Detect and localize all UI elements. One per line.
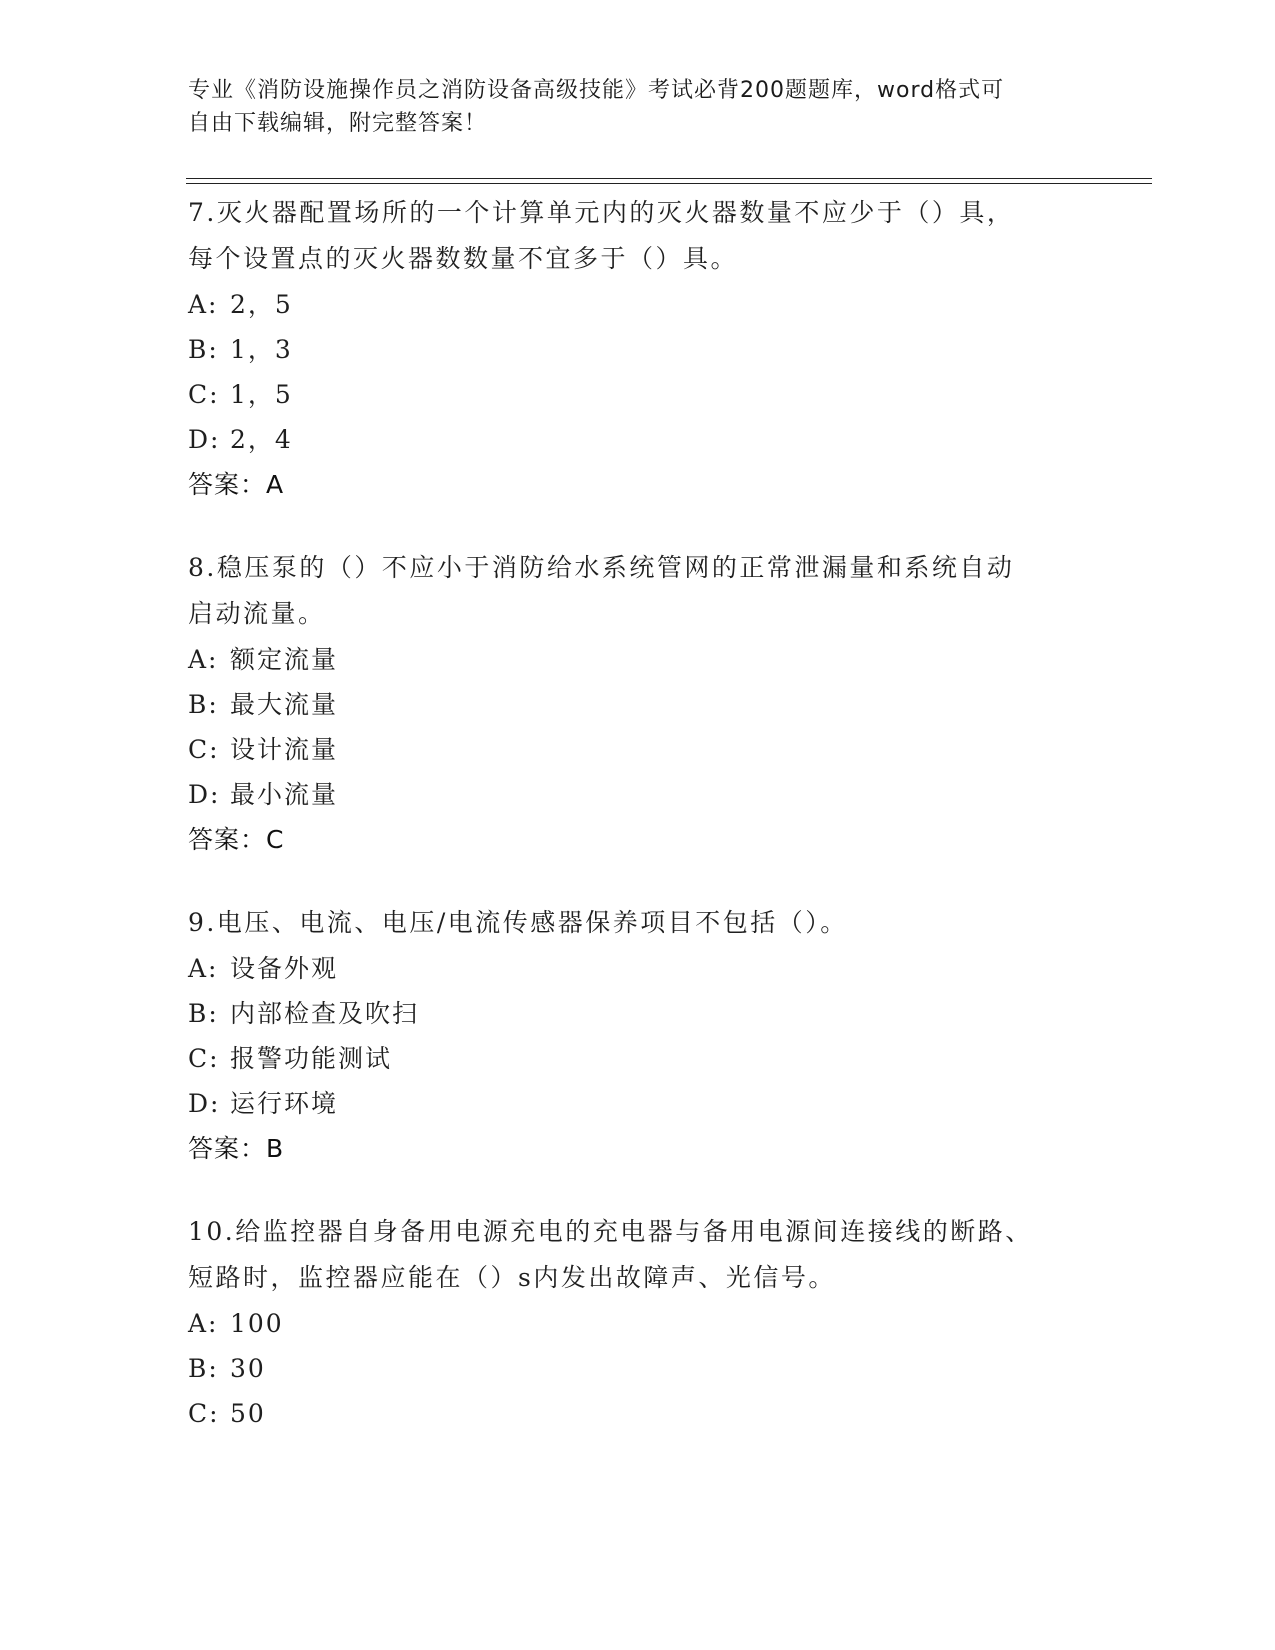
option-c — [188, 727, 1068, 772]
option-key: C: — [188, 1044, 220, 1073]
option-value: 额定流量 — [230, 645, 339, 674]
question-text: 9.电压、电流、电压/电流传感器保养项目不包括（）。 — [188, 908, 848, 937]
option-key: C: — [188, 380, 220, 409]
answer-text: 答案：A — [188, 470, 285, 499]
option-d — [188, 1081, 1068, 1126]
option-key: B: — [188, 1354, 219, 1383]
option-value: 1，5 — [230, 380, 293, 409]
option-value: 设计流量 — [230, 735, 339, 764]
question-text-continued: 启动流量。 — [188, 599, 326, 628]
option-d — [188, 417, 1068, 462]
question-list — [188, 190, 1068, 1474]
option-value: 100 — [230, 1309, 284, 1338]
document-header — [188, 74, 1068, 140]
option-d — [188, 772, 1068, 817]
header-divider — [186, 178, 1152, 179]
question-text: 10.给监控器自身备用电源充电的充电器与备用电源间连接线的断路、 — [188, 1217, 1033, 1246]
option-c — [188, 1391, 1068, 1436]
option-b — [188, 991, 1068, 1036]
option-key: B: — [188, 690, 219, 719]
option-key: A: — [188, 1309, 219, 1338]
option-key: B: — [188, 335, 219, 364]
option-a — [188, 282, 1068, 327]
option-key: C: — [188, 735, 220, 764]
option-a — [188, 946, 1068, 991]
option-key: A: — [188, 290, 219, 319]
option-key: A: — [188, 954, 219, 983]
question-text-continued: 短路时，监控器应能在（）s内发出故障声、光信号。 — [188, 1263, 836, 1292]
option-a — [188, 1301, 1068, 1346]
question-8 — [188, 545, 1068, 862]
option-value: 2，5 — [230, 290, 293, 319]
option-key: D: — [188, 780, 221, 809]
answer-text: 答案：C — [188, 825, 285, 854]
header-line-2: 自由下载编辑，附完整答案！ — [188, 111, 488, 136]
option-value: 50 — [230, 1399, 266, 1428]
question-9 — [188, 900, 1068, 1171]
option-value: 30 — [230, 1354, 266, 1383]
option-value: 报警功能测试 — [230, 1044, 393, 1073]
option-value: 最大流量 — [230, 690, 339, 719]
option-key: A: — [188, 645, 219, 674]
option-value: 内部检查及吹扫 — [230, 999, 420, 1028]
option-value: 2，4 — [230, 425, 293, 454]
option-key: D: — [188, 425, 221, 454]
question-7 — [188, 190, 1068, 507]
header-divider-secondary — [186, 183, 1152, 184]
option-value: 设备外观 — [230, 954, 339, 983]
option-value: 最小流量 — [230, 780, 339, 809]
question-text: 8.稳压泵的（）不应小于消防给水系统管网的正常泄漏量和系统自动 — [188, 553, 1015, 582]
option-a — [188, 637, 1068, 682]
header-line-1: 专业《消防设施操作员之消防设备高级技能》考试必背200题题库，word格式可 — [188, 78, 1005, 103]
option-c — [188, 372, 1068, 417]
answer-text: 答案：B — [188, 1134, 285, 1163]
option-b — [188, 1346, 1068, 1391]
option-key: D: — [188, 1089, 221, 1118]
question-text: 7.灭火器配置场所的一个计算单元内的灭火器数量不应少于（）具， — [188, 198, 1015, 227]
question-10 — [188, 1209, 1068, 1436]
question-text-continued: 每个设置点的灭火器数数量不宜多于（）具。 — [188, 244, 739, 273]
option-key: C: — [188, 1399, 220, 1428]
option-value: 运行环境 — [230, 1089, 339, 1118]
option-b — [188, 327, 1068, 372]
option-b — [188, 682, 1068, 727]
option-c — [188, 1036, 1068, 1081]
option-key: B: — [188, 999, 219, 1028]
option-value: 1，3 — [230, 335, 293, 364]
